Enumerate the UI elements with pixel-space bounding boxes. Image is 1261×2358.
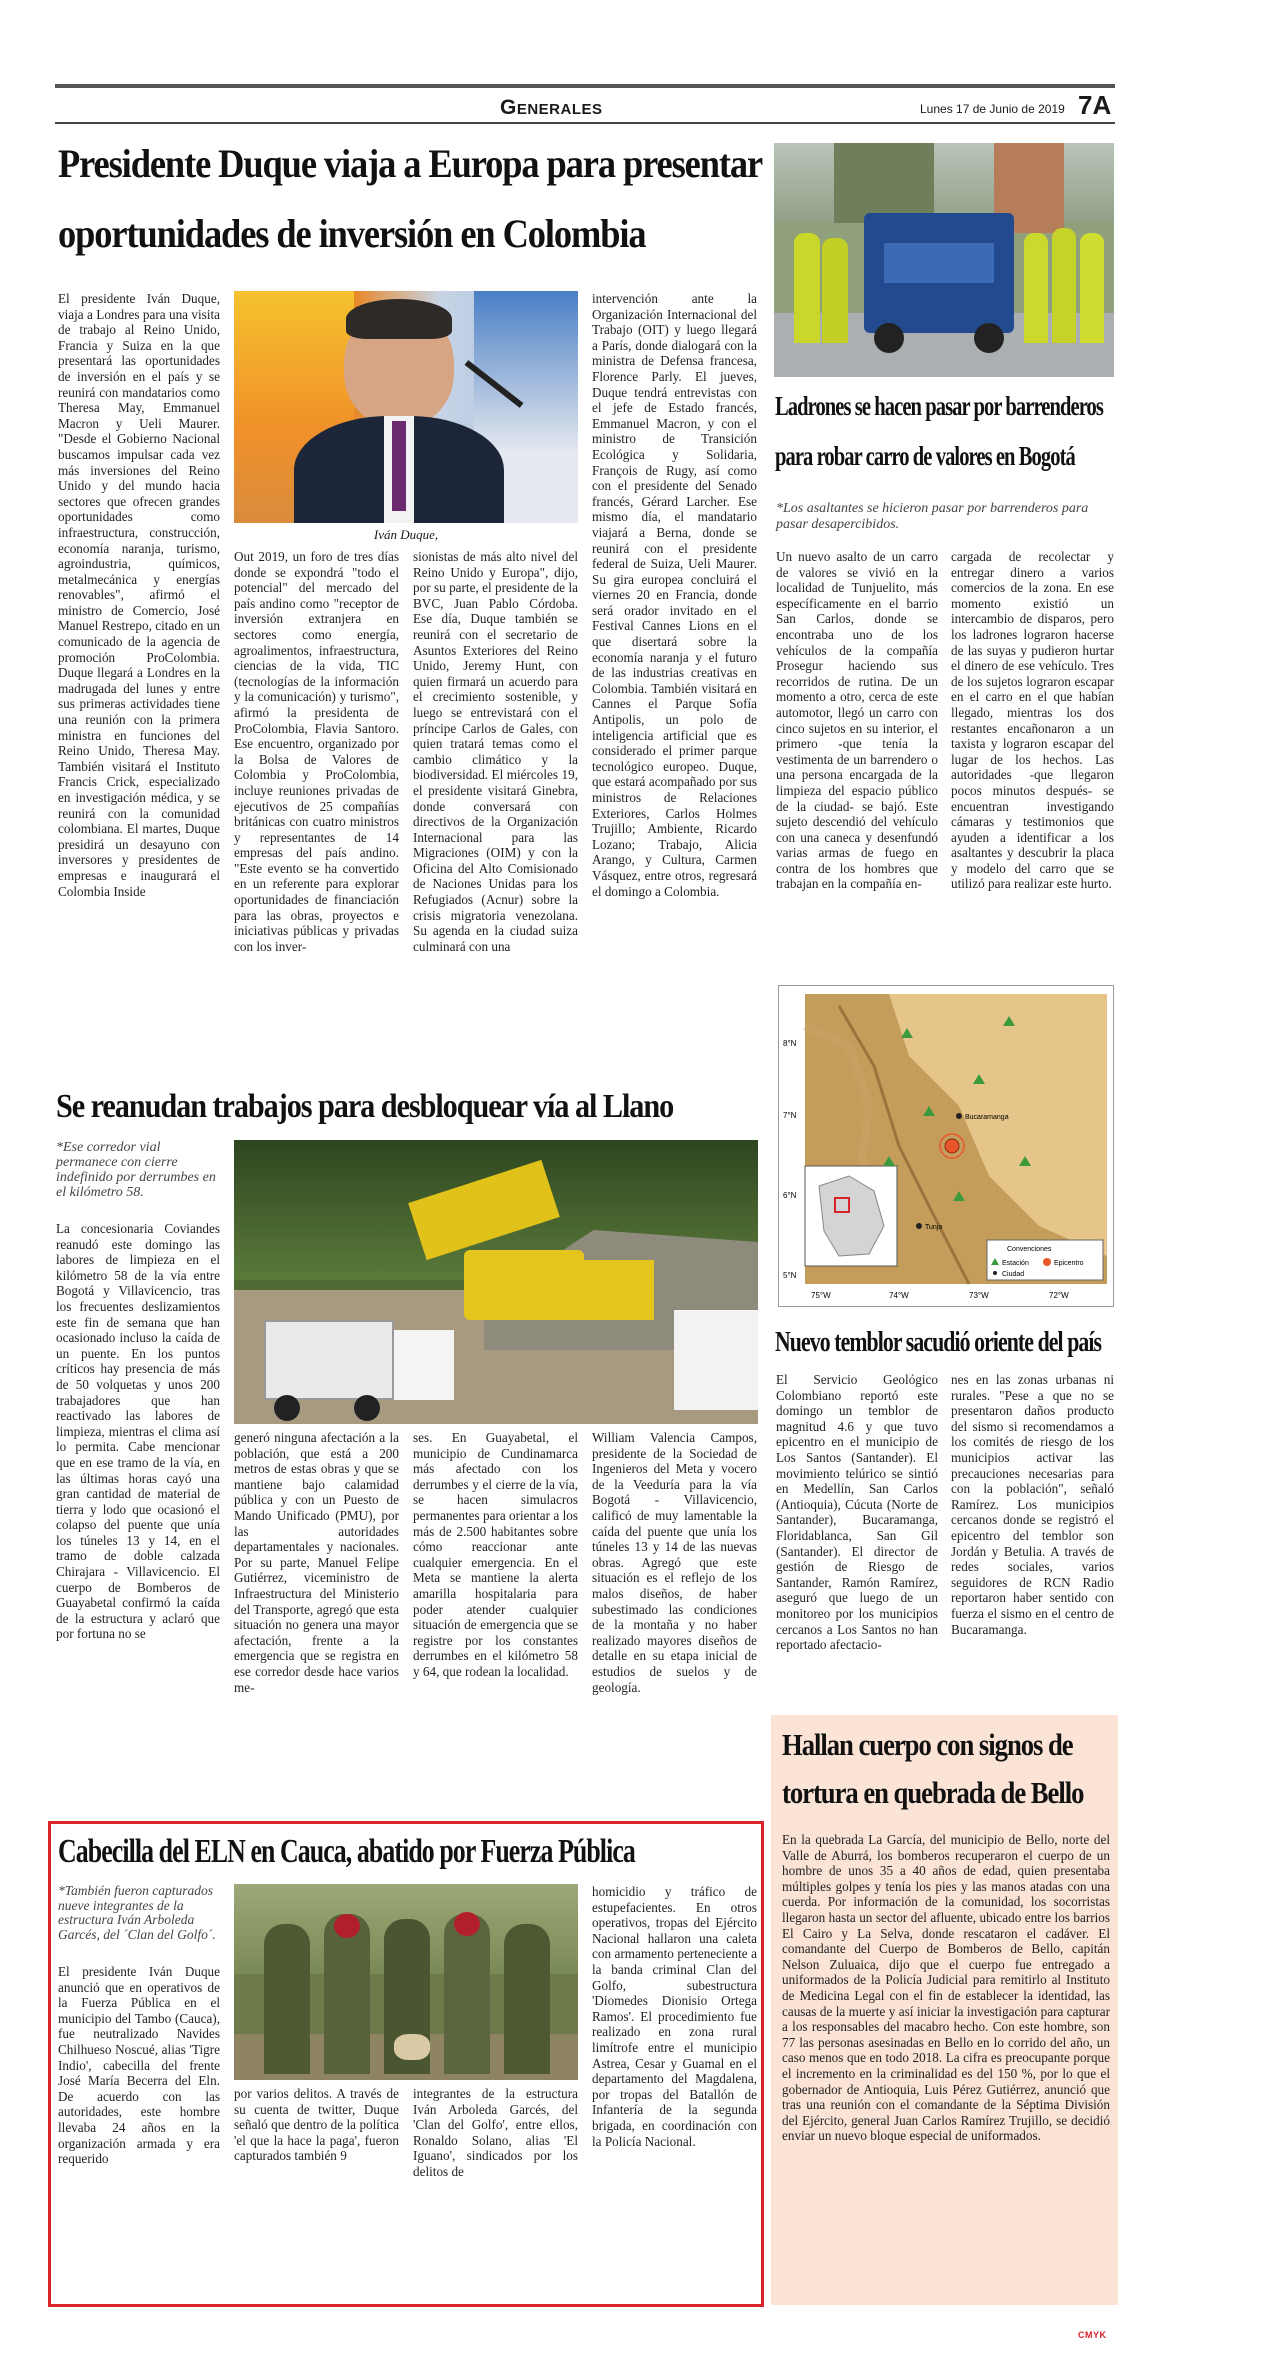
art6-headline-line1: Hallan cuerpo con signos de [782,1727,1073,1762]
epicenter-marker [945,1139,959,1153]
city-marker [956,1113,962,1119]
legend-city-icon [993,1271,997,1275]
art1-col2: Out 2019, un foro de tres días donde se expondrá "todo el potencial" del mercado del país andino como "receptor de inversión extranjera en sectores como energía, agroalimentos, infraestructura, ciencias de la vida, TIC (tecnologías de la información y la comunicación) y turismo", afirmó la presidenta de ProColombia, Flavia Santoro. Ese encuentro, organizado por la Bolsa de Valores de Colombia y ProColombia, incluye reuniones privadas de ejecutivos de 25 compañías británicas con cuatro ministros y representantes de 14 empresas del país andino. "Este evento se ha convertido en un referente para explorar oportunidades de financiación para las obras, proyectos e iniciativas públicas y privadas con los inver- [234,549,399,954]
art2-headline-line1: Ladrones se hacen pasar por barrenderos [775,391,1103,421]
section-title: Generales [500,96,603,119]
art1-col3: sionistas de más alto nivel del Reino Unido y Europa", dijo, por su parte, el presidente de la BVC, Juan Pablo Córdoba. Ese día, Duque también se reunirá con el secretario de Asuntos Exteriores del Reino Unido, Jeremy Hunt, con quien firmará un acuerdo para el crecimiento sostenible, y luego se entrevistará con el príncipe Carlos de Gales, con quien tratará temas como el cambio climático y la biodiversidad. El miércoles 19, el presidente visitará Ginebra, donde conversará con directivos de la Organización Internacional para las Migraciones (OIM) y con la Oficina del Alto Comisionado de Naciones Unidas para los Refugiados (Acnur) sobre la crisis migratoria venezolana. Su agenda en la ciudad suiza culminará con una [413,549,578,954]
seismic-map [778,985,1114,1307]
art5-col3: integrantes de la estructura Iván Arboleda Garcés, del 'Clan del Golfo', entre ellos, Ronaldo Solano, alias 'El Iguano', sindicados por los delitos de [413,2086,578,2179]
art4-col2: nes en las zonas urbanas ni rurales. "Pese a que no se presentaron daños producto del sismo si recomendamos a los comités de riesgo de los municipios activar las precauciones necesarias para con la población", señaló Ramírez. Los municipios cercanos donde se registró el epicentro del temblor son Jordán y Betulia. A través de redes sociales, varios seguidores de RCN Radio reportaron haber sentido con fuerza el sismo en el centro de Bucaramanga. [951,1372,1114,1637]
art5-col1: El presidente Iván Duque anunció que en operativos de la Fuerza Pública en el municipio del Tambo (Cauca), fue neutralizado Navides Chilhueso Noscué, alias 'Tigre Indio', cabecilla del frente José María Becerra del Eln. De acuerdo con las autoridades, este hombre llevaba 24 años en la organización armada y era requerido [58,1964,220,2167]
art5-headline: Cabecilla del ELN en Cauca, abatido por Fuerza Pública [58,1833,635,1870]
art2-col2: cargada de recolectar y entregar dinero a varios comercios de la zona. En ese momento existió un intercambio de disparos, pero los ladrones lograron hacerse de las suyas y pudieron hurtar el dinero de ese vehículo. Tres de los sujetos lograron escapar en el carro en el que habían llegado, mientras los dos restantes encañonaron a un taxista y lograron escapar del lugar de los hechos. Las autoridades -que llegaron pocos minutos después- se encuentran investigando cámaras y testimonios que ayuden a identificar a los asaltantes y descubrir la placa y modelo del carro que se utilizó para realizar este hurto. [951,549,1114,892]
art3-lead: *Ese corredor vial permanece con cierre indefinido por derrumbes en el kilómetro 58. [56,1140,216,1200]
art3-col4: William Valencia Campos, presidente de la Sociedad de Ingenieros del Meta y vocero de la Veeduría para la vía Bogotá - Villavicencio, calificó de muy lamentable la caída del puente que unía los túneles 13 y 14 de las nuevas obras. Agregó que este situación es el reflejo de los malos diseños, de haber subestimado las condiciones de la montaña y no haber realizado mayores diseños de detalle en su etapa inicial de estudios de suelos y de geología. [592,1430,757,1695]
art3-col1: La concesionaria Coviandes reanudó este domingo las labores de limpieza en el kilómetro 58 de la vía entre Bogotá y Villavicencio, tras los frecuentes deslizamientos este fin de semana que han ocasionado incluso la caída de un puente. En los puntos críticos hay presencia de más de 50 volquetas y unos 200 trabajadores que han reactivado las labores de limpieza, mientras el clima así lo permita. Cabe mencionar que en ese tramo de la vía, en las últimas horas cayó una gran cantidad de material de tierra y lodo que ocasionó el colapso del puente que unía los túneles 13 y 14, en el tramo de doble calzada Chirajara - Villavicencio. El cuerpo de Bomberos de Guayabetal confirmó la caída de la estructura y aclaró que por fortuna no se [56,1221,220,1642]
duque-photo [234,291,578,523]
art5-lead: *También fueron capturados nueve integrantes de la estructura Iván Arboleda Garcés, del ´Clan del Golfo´. [58,1883,216,1942]
city-label-tunja: Tunja [925,1224,943,1231]
art5-col4: homicidio y tráfico de estupefacientes. En otros operativos, tropas del Ejército Nacional hallaron una caleta con armamento perteneciente a la banda criminal Clan del Golfo, subestructura 'Diomedes Dionisio Ortega Ramos'. El procedimiento fue realizado en zona rural limítrofe entre el municipio Astrea, Cesar y Guamal en el departamento del Magdalena, por tropas del Batallón de Infantería de la segunda brigada, en coordinación con la Policía Nacional. [592,1884,757,2149]
art3-col2: generó ninguna afectación a la población, que está a 200 metros de estas obras y que se mantiene bajo calamidad pública y con un Puesto de Mando Unificado (PMU), por las autoridades departamentales y nacionales. Por su parte, Manuel Felipe Gutiérrez, viceministro de Infraestructura del Ministerio del Transporte, agregó que esta situación no genera una mayor afectación, frente a la emergencia que se registra en ese corredor desde hace varios me- [234,1430,399,1695]
art1-col4: intervención ante la Organización Internacional del Trabajo (OIT) y luego llegará a París, donde dialogará con la ministra de Defensa francesa, Florence Parly. El jueves, Duque tendrá entrevistas con el jefe de Estado francés, Emmanuel Macron, y con el ministro de Transición Ecológica y Solidaria, François de Rugy, así como con el presidente del Senado francés, Gérard Larcher. Ese mismo día, el mandatario viajará a Berna, donde se reunirá con el presidente federal de Suiza, Ueli Maurer. Su gira europea concluirá el viernes 20 en Francia, donde será orador invitado en el Festival Cannes Lions en el que disertará sobre la economía naranja y el futuro de las industrias creativas en Colombia. También visitará en Cannes el Parque Sofía Antipolis, un polo de inteligencia artificial que es considerado el primer parque tecnológico europeo. Duque, que estará acompañado por sus ministros de Relaciones Exteriores, Carlos Holmes Trujillo; Ambiente, Ricardo Lozano; Trabajo, Alicia Arango, y Cultura, Carmen Vásquez, entre otros, regresará el domingo a Colombia. [592,291,757,899]
art1-headline-line2: oportunidades de inversión en Colombia [58,211,646,256]
legend-item: Ciudad [1002,1271,1025,1278]
lon-label: 73°W [969,1291,989,1300]
art5-col2: por varios delitos. A través de su cuenta de twitter, Duque señaló que dentro de la política 'el que la hace la paga', fueron capturados también 9 [234,2086,399,2164]
security-truck-photo [774,143,1114,377]
legend-epicenter-icon [1043,1258,1051,1266]
seismic-map-svg [779,986,1114,1307]
art6-headline-line2: tortura en quebrada de Bello [782,1775,1084,1810]
art3-headline: Se reanudan trabajos para desbloquear vía al Llano [56,1088,674,1125]
art2-headline-line2: para robar carro de valores en Bogotá [775,441,1075,471]
legend-title: Convenciones [1007,1246,1052,1253]
lon-label: 75°W [811,1291,831,1300]
city-marker [916,1223,922,1229]
page-number: 7A [1078,90,1112,120]
header-date: Lunes 17 de Junio de 2019 [920,102,1065,116]
top-rule-thick [55,84,1115,88]
cmyk-mark: CMYK [1078,2330,1107,2340]
soldiers-photo [234,1884,578,2080]
art1-col1: El presidente Iván Duque, viaja a Londres para una visita de trabajo al Reino Unido, Francia y Suiza en la que presentará las oportunidades de inversión en el país y se reunirá con mandatarios como Theresa May, Emmanuel Macron y Ueli Maurer. "Desde el Gobierno Nacional buscamos impulsar cada vez más inversiones del Reino Unido y del mundo hacia sectores que ofrecen grandes oportunidades como infraestructura, construcción, economía naranja, turismo, agroindustria, químicos, metalmecánica y energías renovables", afirmó el ministro de Comercio, José Manuel Restrepo, citado en un comunicado de la agencia de promoción ProColombia. Duque llegará a Londres en la madrugada del lunes y entre sus primeras actividades tiene una reunión con la primera ministra en funciones del Reino Unido, Theresa May. También visitará el Instituto Francis Crick, especializado en investigación médica, y se reunirá con la comunidad colombiana. El martes, Duque presidirá un desayuno con inversores y presidentes de empresas e inaugurará el Colombia Inside [58,291,220,899]
city-label-bucaramanga: Bucaramanga [965,1114,1009,1121]
duque-photo-caption: Iván Duque, [373,527,439,542]
roadworks-photo [234,1140,758,1424]
art2-lead: *Los asaltantes se hicieron pasar por barrenderos para pasar desapercibidos. [776,501,1089,532]
legend-item: Epicentro [1054,1260,1084,1267]
lon-label: 74°W [889,1291,909,1300]
legend-item: Estación [1002,1260,1029,1267]
header-rule [55,122,1115,124]
lat-label: 7°N [783,1111,797,1120]
art6-body: En la quebrada La García, del municipio de Bello, norte del Valle de Aburrá, los bomberos recuperaron el cuerpo de un hombre de unos 35 a 40 años de edad, quien presentaba múltiples golpes y tenía los pies y las manos atadas con una cuerda. Por información de la comunidad, los socorristas llegaron hasta un sector del afluente, ubicado entre los barrios El Cairo y La Selva, donde rescataron el cadáver. El comandante del Cuerpo de Bomberos de Bello, capitán Nelson Zuluaica, dijo que el cuerpo fue entregado a uniformados de la Policía Judicial para remitirlo al Instituto de Medicina Legal con el fin de establecer la identidad, las causas de la muerte y así iniciar la investigación para capturar a los responsables del macabro hecho. Con este hombre, son 77 las personas asesinadas en Bello en lo corrido del año, un caso menos que en todo 2018. La cifra es preocupante porque el incremento en la criminalidad es del 150 %, por lo que el gobernador de Antioquia, Luis Pérez Gutiérrez, anunció que tras una reunión con el comandante de la Séptima División del Ejército, general Juan Carlos Ramírez Trujillo, se decidió enviar un nuevo bloque especial de uniformados. [782,1832,1110,2144]
art4-headline: Nuevo temblor sacudió oriente del país [775,1326,1102,1358]
lat-label: 5°N [783,1271,797,1280]
lat-label: 8°N [783,1039,797,1048]
art3-col3: ses. En Guayabetal, el municipio de Cundinamarca más afectado con los derrumbes y el cierre de la vía, se hacen simulacros permanentes para orientar a los más de 2.500 habitantes sobre cómo reaccionar ante cualquier emergencia. En el Meta se mantiene la alerta amarilla hospitalaria para poder atender cualquier situación de emergencia que se registre por los constantes derrumbes en el kilómetro 58 y 64, que rodean la localidad. [413,1430,578,1679]
art4-col1: El Servicio Geológico Colombiano reportó este domingo un temblor de magnitud 4.6 y que tuvo epicentro en el municipio de Los Santos (Santander). El movimiento telúrico se sintió en Medellín, San Carlos (Antioquia), Cúcuta (Norte de Santander), Bucaramanga, Floridablanca, San Gil (Santander). El director de gestión de Riesgo de Santander, Ramón Ramírez, aseguró que luego de un monitoreo por los municipios cercanos a Los Santos no han reportado afectacio- [776,1372,938,1653]
lon-label: 72°W [1049,1291,1069,1300]
art1-headline-line1: Presidente Duque viaja a Europa para presentar [58,141,763,186]
art2-col1: Un nuevo asalto de un carro de valores se vivió en la localidad de Tunjuelito, más específicamente en el barrio San Carlos, donde se encontraba uno de los vehículos de la compañía Prosegur haciendo sus recorridos de rutina. De un momento a otro, cerca de este automotor, llegó un carro con cinco sujetos en su interior, el primero -que tenía la vestimenta de un barrendero o una persona encargada de la limpieza del espacio público de la ciudad- se bajó. Este sujeto descendió del vehículo con una caneca y desenfundó varias armas de fuego en contra de los hombres que trabajan en la compañía en- [776,549,938,892]
lat-label: 6°N [783,1191,797,1200]
